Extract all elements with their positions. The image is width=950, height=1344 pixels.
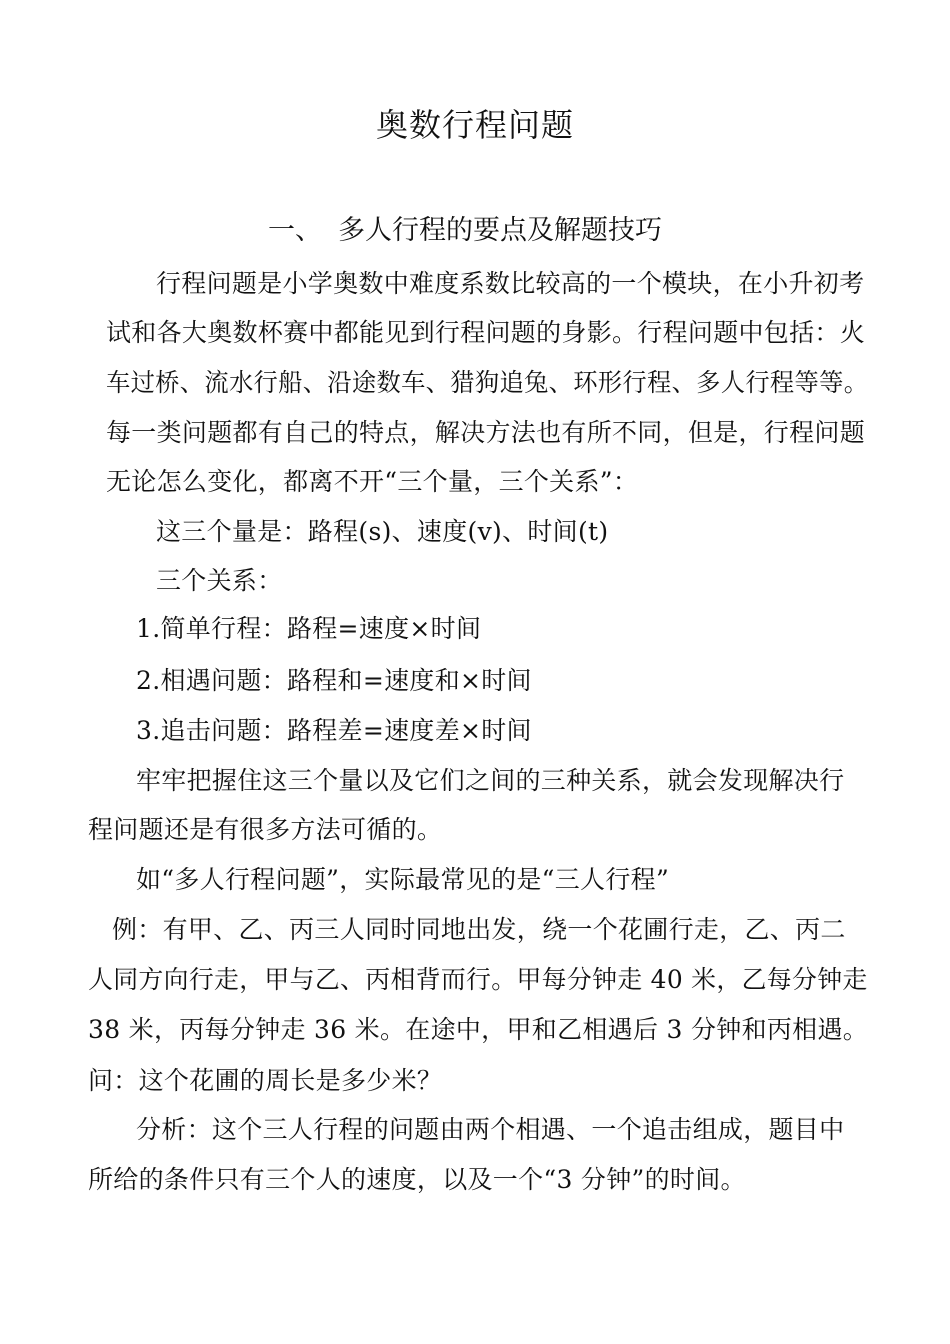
section-heading	[268, 213, 662, 249]
section-number: 一、	[268, 215, 322, 246]
example-line: 例：有甲、乙、丙三人同时同地出发，绕一个花圃行走，乙、丙二	[112, 915, 846, 944]
analysis-line: 所给的条件只有三个人的速度，以及一个“3 分钟”的时间。	[88, 1165, 746, 1194]
paragraph-line: 无论怎么变化，都离不开“三个量，三个关系”：	[106, 467, 639, 496]
example-line: 人同方向行走，甲与乙、丙相背而行。甲每分钟走 40 米，乙每分钟走	[88, 965, 868, 994]
paragraph-line: 行程问题是小学奥数中难度系数比较高的一个模块，在小升初考	[156, 269, 865, 298]
quantities-line: 这三个量是：路程(s)、速度(v)、时间(t)	[156, 517, 609, 546]
formula-simple-travel: 1.简单行程：路程=速度×时间	[136, 614, 482, 643]
relations-label: 三个关系：	[156, 566, 283, 595]
analysis-line: 分析：这个三人行程的问题由两个相遇、一个追击组成，题目中	[136, 1115, 845, 1144]
example-line: 38 米，丙每分钟走 36 米。在途中，甲和乙相遇后 3 分钟和丙相遇。	[88, 1015, 869, 1044]
formula-meeting: 2.相遇问题：路程和=速度和×时间	[136, 666, 532, 695]
paragraph-line: 牢牢把握住这三个量以及它们之间的三种关系，就会发现解决行	[136, 766, 845, 795]
formula-chasing: 3.追击问题：路程差=速度差×时间	[136, 716, 532, 745]
paragraph-line: 试和各大奥数杯赛中都能见到行程问题的身影。行程问题中包括：火	[106, 318, 866, 347]
paragraph-line: 程问题还是有很多方法可循的。	[88, 815, 443, 844]
paragraph-line: 车过桥、流水行船、沿途数车、猎狗追兔、环形行程、多人行程等等。	[106, 368, 869, 397]
document-title: 奥数行程问题	[375, 106, 574, 144]
paragraph-line: 如“多人行程问题”，实际最常见的是“三人行程”	[136, 865, 670, 894]
section-heading-text: 多人行程的要点及解题技巧	[338, 215, 662, 246]
paragraph-line: 每一类问题都有自己的特点，解决方法也有所不同，但是，行程问题	[106, 418, 866, 447]
question-line: 问：这个花圃的周长是多少米？	[88, 1066, 443, 1095]
